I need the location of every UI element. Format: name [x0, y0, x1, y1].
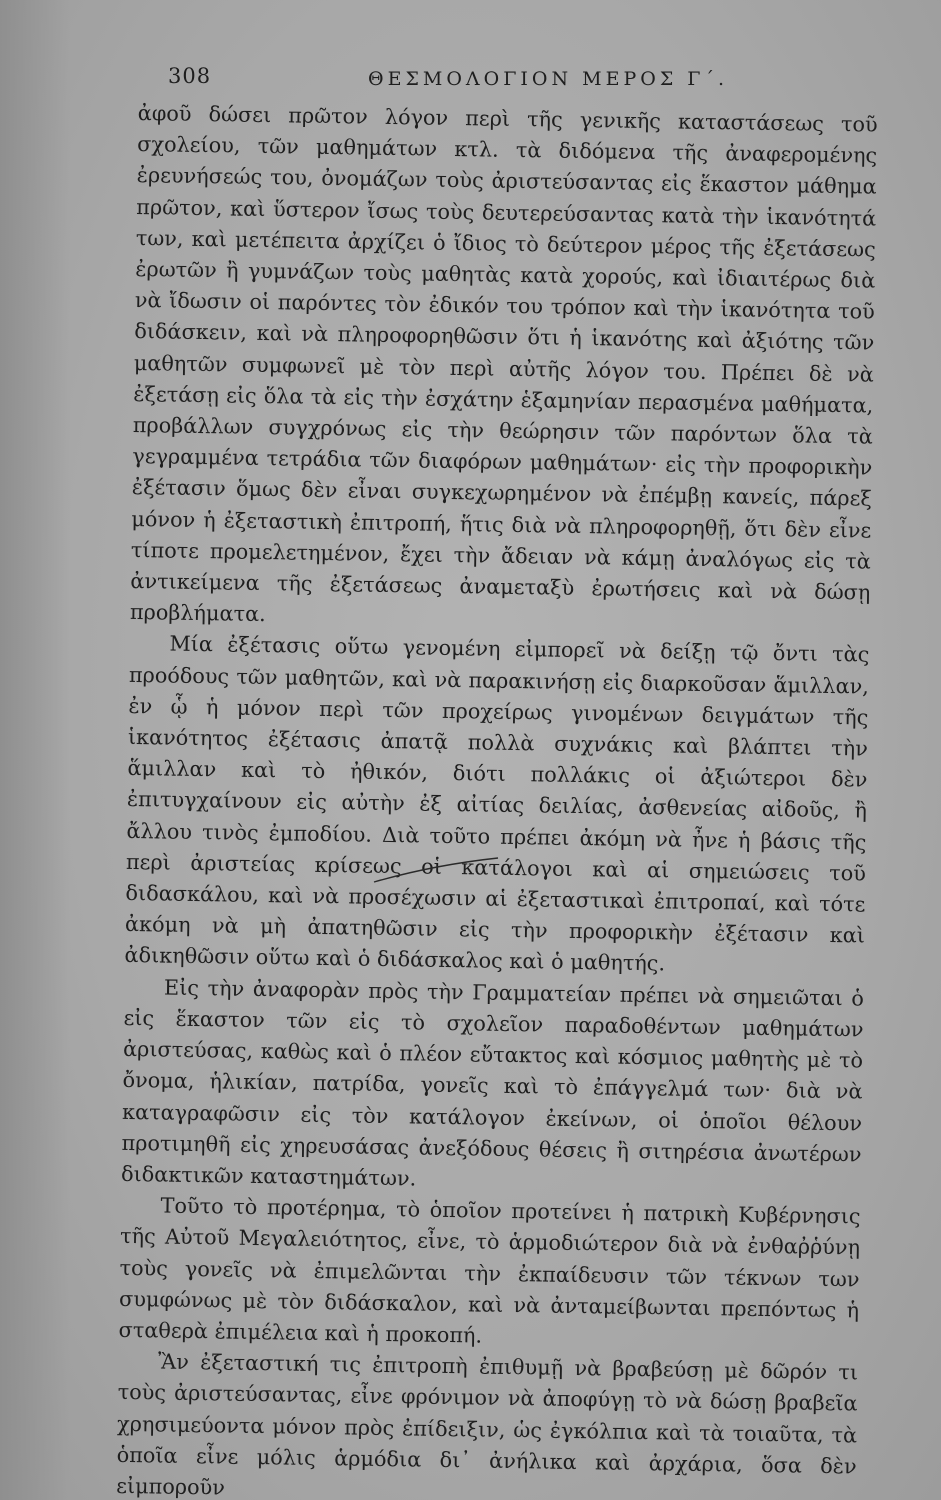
handwritten-underline-mark: [372, 856, 502, 886]
paragraph-1: ἀφοῦ δώσει πρῶτον λόγον περὶ τῆς γενικῆς καταστάσεως τοῦ σχολείου, τῶν μαθημάτων κτλ. τὰ διδόμενα τῆς ἀναφερομένης ἐρευνήσεώς του, ὀνομάζων τοὺς ἀριστεύσαντας εἰς ἕκαστον μάθημα πρῶτον, καὶ ὕστερον ἴσως τοὺς δευτερεύσαντας κατὰ τὴν ἱκανότητά των, καὶ μετέπειτα ἀρχίζει ὁ ἴδιος τὸ δεύτερον μέρος τῆς ἐξετάσεως ἐρωτῶν ἢ γυμνάζων τοὺς μαθητὰς κατὰ χορούς, καὶ ἰδιαιτέρως διὰ νὰ ἴδωσιν οἱ παρόντες τὸν ἐδικόν του τρόπον καὶ τὴν ἱκανότητα τοῦ διδάσκειν, καὶ νὰ πληροφορηθῶσιν ὅτι ἡ ἱκανότης καὶ ἀξιότης τῶν μαθητῶν συμφωνεῖ μὲ τὸν περὶ αὐτῆς λόγον του. Πρέπει δὲ νὰ ἐξετάσῃ εἰς ὅλα τὰ εἰς τὴν ἐσχάτην ἑξαμηνίαν περασμένα μαθήματα, προβάλλων συγχρόνως εἰς τὴν θεώρησιν τῶν παρόντων ὅλα τὰ γεγραμμένα τετράδια τῶν διαφόρων μαθημάτων· εἰς τὴν προφορικὴν ἐξέτασιν ὅμως δὲν εἶναι συγκεχωρημένον νὰ ἐπέμβῃ κανείς, πάρεξ μόνον ἡ ἐξεταστικὴ ἐπιτροπή, ἥτις διὰ νὰ πληροφορηθῇ, ὅτι δὲν εἶνε τίποτε προμελετημένον, ἔχει τὴν ἄδειαν νὰ κάμῃ ἀναλόγως εἰς τὰ ἀντικείμενα τῆς ἐξετάσεως ἀναμεταξὺ ἐρωτήσεις καὶ νὰ δώσῃ προβλήματα.: [129, 100, 878, 627]
gutter-shadow: [0, 0, 70, 1500]
running-head: ΘΕΣΜΟΛΟΓΙΟΝ ΜΕΡΟΣ Γ΄.: [368, 68, 729, 90]
page-number: 308: [168, 64, 212, 88]
paragraph-2: Μία ἐξέτασις οὕτω γενομένη εἰμπορεῖ νὰ δείξῃ τῷ ὄντι τὰς προόδους τῶν μαθητῶν, καὶ νὰ παρακινήσῃ εἰς διαρκοῦσαν ἅμιλλαν, ἐν ᾧ ἡ μόνον περὶ τῶν προχείρως γινομένων δειγμάτων τῆς ἱκανότητος ἐξέτασις ἀπατᾷ πολλὰ συχνάκις καὶ βλάπτει τὴν ἅμιλλαν καὶ τὸ ἠθικόν, διότι πολλάκις οἱ ἀξιώτεροι δὲν ἐπιτυγχαίνουν εἰς αὐτὴν ἐξ αἰτίας δειλίας, ἀσθενείας αἰδοῦς, ἢ ἄλλου τινὸς ἐμποδίου. Διὰ τοῦτο πρέπει ἀκόμη νὰ ἦνε ἡ βάσις τῆς περὶ ἀριστείας κρίσεως οἱ κατάλογοι καὶ αἱ σημειώσεις τοῦ διδασκάλου, καὶ νὰ προσέχωσιν αἱ ἐξεταστικαὶ ἐπιτροπαί, καὶ τότε ἀκόμη νὰ μὴ ἀπατηθῶσιν εἰς τὴν προφορικὴν ἐξέτασιν καὶ ἀδικηθῶσιν οὕτω καὶ ὁ διδάσκαλος καὶ ὁ μαθητής.: [124, 632, 870, 976]
paragraph-3: Εἰς τὴν ἀναφορὰν πρὸς τὴν Γραμματείαν πρέπει νὰ σημειῶται ὁ εἰς ἕκαστον τῶν εἰς τὸ σχολεῖον παραδοθέντων μαθημάτων ἀριστεύσας, καθὼς καὶ ὁ πλέον εὔτακτος καὶ κόσμιος μαθητὴς μὲ τὸ ὄνομα, ἡλικίαν, πατρίδα, γονεῖς καὶ τὸ ἐπάγγελμά των· διὰ νὰ καταγραφῶσιν εἰς τὸν κατάλογον ἐκείνων, οἱ ὁποῖοι θέλουν προτιμηθῆ εἰς χηρευσάσας ἀνεξόδους θέσεις ἢ σιτηρέσια ἀνωτέρων διδακτικῶν καταστημάτων.: [120, 975, 865, 1191]
paragraph-4: Τοῦτο τὸ προτέρημα, τὸ ὁποῖον προτείνει ἡ πατρικὴ Κυβέρνησις τῆς Αὐτοῦ Μεγαλειότητος, εἶνε, τὸ ἁρμοδιώτερον διὰ νὰ ἐνθαῤῥύνῃ τοὺς γονεῖς νὰ ἐπιμελῶνται τὴν ἐκπαίδευσιν τῶν τέκνων των συμφώνως μὲ τὸν διδάσκαλον, καὶ νὰ ἀνταμείβωνται πρεπόντως ἡ σταθερὰ ἐπιμέλεια καὶ ἡ προκοπή.: [118, 1193, 861, 1348]
body-text: [116, 98, 878, 1500]
page-header: [168, 64, 888, 94]
paragraph-5: Ἂν ἐξεταστική τις ἐπιτροπὴ ἐπιθυμῇ νὰ βραβεύσῃ μὲ δῶρόν τι τοὺς ἀριστεύσαντας, εἶνε φρόνιμον νὰ ἀποφύγῃ τὸ νὰ δώσῃ βραβεῖα χρησιμεύοντα μόνον πρὸς ἐπίδειξιν, ὡς ἐγκόλπια καὶ τὰ τοιαῦτα, τὰ ὁποῖα εἶνε μόλις ἁρμόδια δι᾿ ἀνήλικα καὶ ἀρχάρια, ὅσα δὲν εἰμποροῦν: [116, 1349, 859, 1500]
